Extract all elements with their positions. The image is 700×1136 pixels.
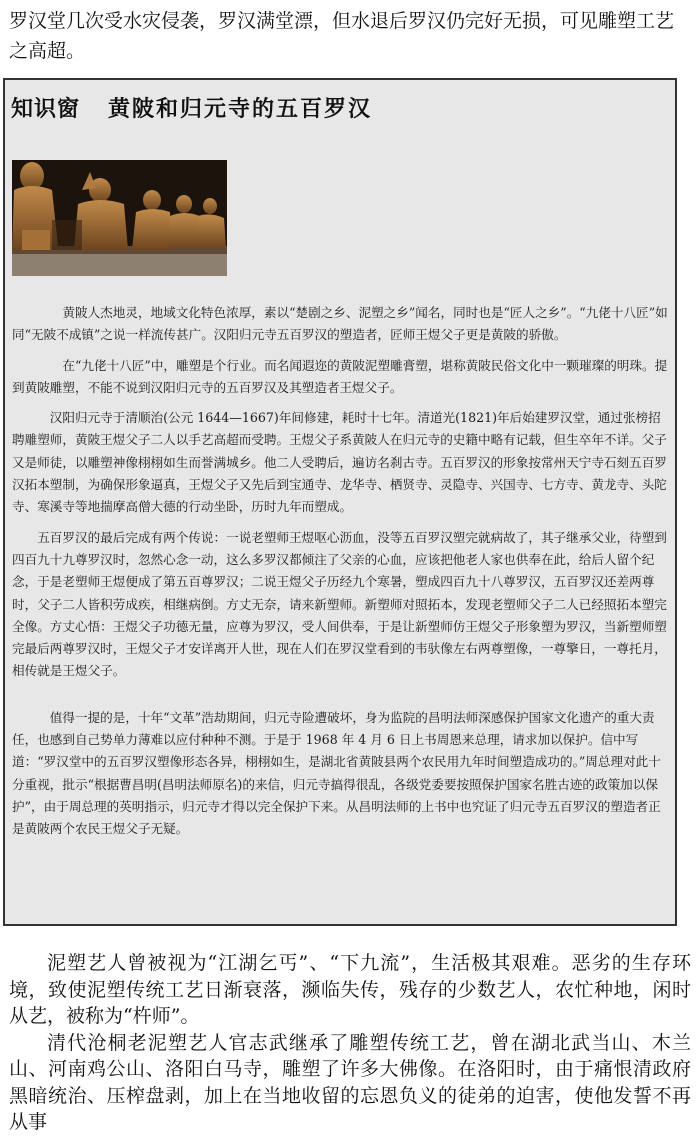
box-heading <box>11 92 372 123</box>
box-title: 黄陂和归元寺的五百罗汉 <box>108 96 373 122</box>
box-paragraph: 值得一提的是，十年“文革”浩劫期间，归元寺险遭破坏，身为监院的昌明法师深感保护国家文化遗产的重大责任，也感到自己势单力薄难以应付种种不测。于是于 1968 年 4 月 6 日上书周恩来总理，请求加以保护。信中写道：“罗汉堂中的五百罗汉塑像形态各异，栩栩如生，是湖北省黄陂县两个农民用九年时间塑造成功的。”周总理对此十分重视，批示“根据曹昌明(昌明法师原名)的来信，归元寺搞得很乱，各级党委要按照保护国家名胜古迹的政策加以保护”，由于周总理的英明指示，归元寺才得以完全保护下来。从昌明法师的上书中也究证了归元寺五百罗汉的塑造者正是黄陂两个农民王煜父子无疑。 <box>12 709 661 837</box>
box-paragraph: 在“九佬十八匠”中，雕塑是个行业。而名闻遐迩的黄陂泥塑雕膏塑，堪称黄陂民俗文化中一颗璀璨的明珠。提到黄陂雕塑，不能不说到汉阳归元寺的五百罗汉及其塑造者王煜父子。 <box>12 357 668 395</box>
box-body-text <box>12 302 672 841</box>
box-paragraph: 五百罗汉的最后完成有两个传说：一说老塑师王煜呕心沥血，没等五百罗汉塑完就病故了，其子继承父业，待塑到四百九十九尊罗汉时，忽然心念一动，这么多罗汉都倾注了父亲的心血，应该把他老人家也供奉在此，给后人留个纪念，于是老塑师王煜便成了第五百尊罗汉；二说王煜父子历经九个寒暑，塑成四百九十八尊罗汉，五百罗汉还差两尊时，父子二人皆积劳成疾，相继病倒。方丈无奈，请来新塑师。新塑师对照拓本，发现老塑师父子二人已经照拓本塑完全像。方丈心悟：王煜父子功德无量，应尊为罗汉，受人间供奉，于是让新塑师仿王煜父子形象塑为罗汉，当新塑师塑完最后两尊罗汉时，王煜父子才安详离开人世，现在人们在罗汉堂看到的韦驮像左右两尊塑像，一尊擎日，一尊托月，相传就是王煜父子。 <box>12 529 667 679</box>
knowledge-window-box <box>3 78 677 926</box>
arhat-statues-photo <box>12 160 227 276</box>
body-text <box>9 950 691 1136</box>
knowledge-window-label: 知识窗 <box>11 96 81 122</box>
box-paragraph: 汉阳归元寺于清顺治(公元 1644—1667)年间修建，耗时十七年。清道光(1821)年后始建罗汉堂，通过张榜招聘雕塑师，黄陂王煜父子二人以手艺高超而受聘。王煜父子系黄陂人在归元寺的史籍中略有记载，但生卒年不详。父子又是师徒，以雕塑神像栩栩如生而誉满城乡。他二人受聘后，遍访名刹古寺。五百罗汉的形象按常州天宁寺石刻五百罗汉拓本塑制，为确保形象逼真，王煜父子又先后到宝通寺、龙华寺、栖贤寺、灵隐寺、兴国寺、七方寺、黄龙寺、头陀寺、寒溪寺等地揣摩高僧大德的行动坐卧，历时九年而塑成。 <box>12 410 667 515</box>
box-paragraph: 黄陂人杰地灵，地域文化特色浓厚，素以“楚剧之乡、泥塑之乡”闻名，同时也是“匠人之乡”。“九佬十八匠”如同“无陂不成镇”之说一样流传甚广。汉阳归元寺五百罗汉的塑造者，匠师王煜父子更是黄陂的骄傲。 <box>12 305 668 343</box>
body-paragraph: 清代沧桐老泥塑艺人官志武继承了雕塑传统工艺，曾在湖北武当山、木兰山、河南鸡公山、洛阳白马寺，雕塑了许多大佛像。在洛阳时，由于痛恨清政府黑暗统治、压榨盘剥，加上在当地收留的忘恩负义的徒弟的迫害，使他发誓不再从事 <box>9 1031 691 1133</box>
intro-paragraph: 罗汉堂几次受水灾侵袭，罗汉满堂漂，但水退后罗汉仍完好无损，可见雕塑工艺之高超。 <box>9 10 675 62</box>
body-paragraph: 泥塑艺人曾被视为“江湖乞丐”、“下九流”，生活极其艰难。恶劣的生存环境，致使泥塑传统工艺日渐衰落，濒临失传，残存的少数艺人，农忙种地，闲时从艺，被称为“杵师”。 <box>9 952 691 1027</box>
